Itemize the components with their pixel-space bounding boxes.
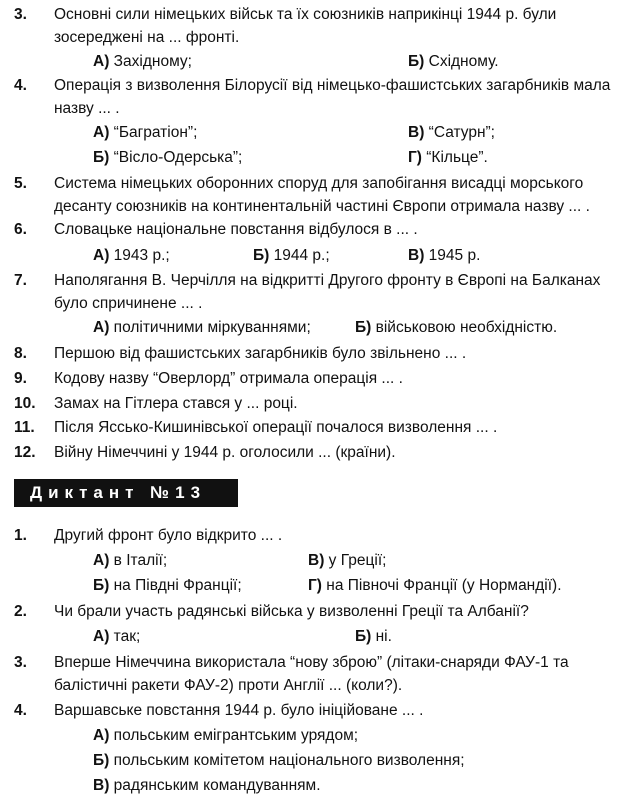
dictation-question-2 — [14, 600, 614, 623]
question-number: 5. — [14, 175, 27, 192]
question-text: Наполягання В. Черчілля на відкритті Другого фронту в Європі на Балканах було спричинене ... . — [54, 272, 601, 312]
question-number: 11. — [14, 419, 35, 436]
question-number: 4. — [14, 77, 27, 94]
option-a: А) “Багратіон”; — [93, 124, 198, 141]
question-text: Словацьке національне повстання відбулося в ... . — [54, 221, 418, 238]
option-a: А) Західному; — [93, 53, 192, 70]
question-3 — [14, 3, 614, 49]
question-text: Після Яссько-Кишинівської операції почалося визволення ... . — [54, 419, 498, 436]
option-a: А) 1943 р.; — [93, 247, 170, 264]
question-text: Першою від фашистських загарбників було звільнено ... . — [54, 345, 467, 362]
question-text: Замах на Гітлера стався у ... році. — [54, 395, 298, 412]
question-7 — [14, 269, 614, 315]
question-number: 3. — [14, 654, 27, 671]
question-text: Другий фронт було відкрито ... . — [54, 527, 283, 544]
question-text: Система німецьких оборонних споруд для запобігання висадці морського десанту союзників на континентальній частині Європи отримала назву ... . — [54, 175, 590, 215]
question-10 — [14, 392, 614, 415]
option-b: Б) Східному. — [408, 53, 499, 70]
question-text: Війну Німеччині у 1944 р. оголосили ... (країни). — [54, 444, 396, 461]
option-b: Б) польським комітетом національного визволення; — [93, 752, 465, 769]
question-5 — [14, 172, 614, 218]
question-number: 6. — [14, 221, 27, 238]
option-a: А) в Італії; — [93, 552, 168, 569]
option-v: В) 1945 р. — [408, 247, 481, 264]
option-b: Б) ні. — [355, 628, 392, 645]
option-v: В) у Греції; — [308, 552, 387, 569]
dictation-question-1 — [14, 524, 614, 547]
question-4 — [14, 74, 614, 120]
question-number: 7. — [14, 272, 27, 289]
question-12 — [14, 441, 614, 464]
question-text: Чи брали участь радянські війська у визволенні Греції та Албанії? — [54, 603, 529, 620]
question-number: 1. — [14, 527, 27, 544]
option-b: Б) військовою необхідністю. — [355, 319, 558, 336]
dictation-question-3 — [14, 651, 614, 697]
option-g: Г) “Кільце”. — [408, 149, 488, 166]
question-number: 2. — [14, 603, 27, 620]
option-v: В) “Сатурн”; — [408, 124, 495, 141]
question-text: Варшавське повстання 1944 р. було ініційоване ... . — [54, 702, 424, 719]
question-text: Операція з визволення Білорусії від німецько-фашистських загарбників мала назву ... . — [54, 77, 611, 117]
option-a: А) політичними міркуваннями; — [93, 319, 311, 336]
question-number: 3. — [14, 6, 27, 23]
option-b: Б) “Вісло-Одерська”; — [93, 149, 243, 166]
question-text: Вперше Німеччина використала “нову зброю” (літаки-снаряди ФАУ-1 та балістичні ракети ФАУ-2) проти Англії ... (коли?). — [54, 654, 569, 694]
option-b: Б) на Півдні Франції; — [93, 577, 242, 594]
option-g: Г) на Півночі Франції (у Нормандії). — [308, 577, 562, 594]
question-text: Основні сили німецьких військ та їх союзників наприкінці 1944 р. були зосереджені на ... фронті. — [54, 6, 557, 46]
question-9 — [14, 367, 614, 390]
question-8 — [14, 342, 614, 365]
question-11 — [14, 416, 614, 439]
question-number: 12. — [14, 444, 36, 461]
question-6 — [14, 218, 614, 241]
question-number: 4. — [14, 702, 27, 719]
section-banner: Диктант №13 — [14, 479, 238, 507]
question-number: 9. — [14, 370, 27, 387]
option-a: А) польським емігрантським урядом; — [93, 727, 359, 744]
dictation-question-4 — [14, 699, 614, 722]
question-number: 8. — [14, 345, 27, 362]
option-a: А) так; — [93, 628, 141, 645]
option-b: Б) 1944 р.; — [253, 247, 330, 264]
option-v: В) радянським командуванням. — [93, 777, 321, 794]
question-text: Кодову назву “Оверлорд” отримала операція ... . — [54, 370, 403, 387]
question-number: 10. — [14, 395, 36, 412]
